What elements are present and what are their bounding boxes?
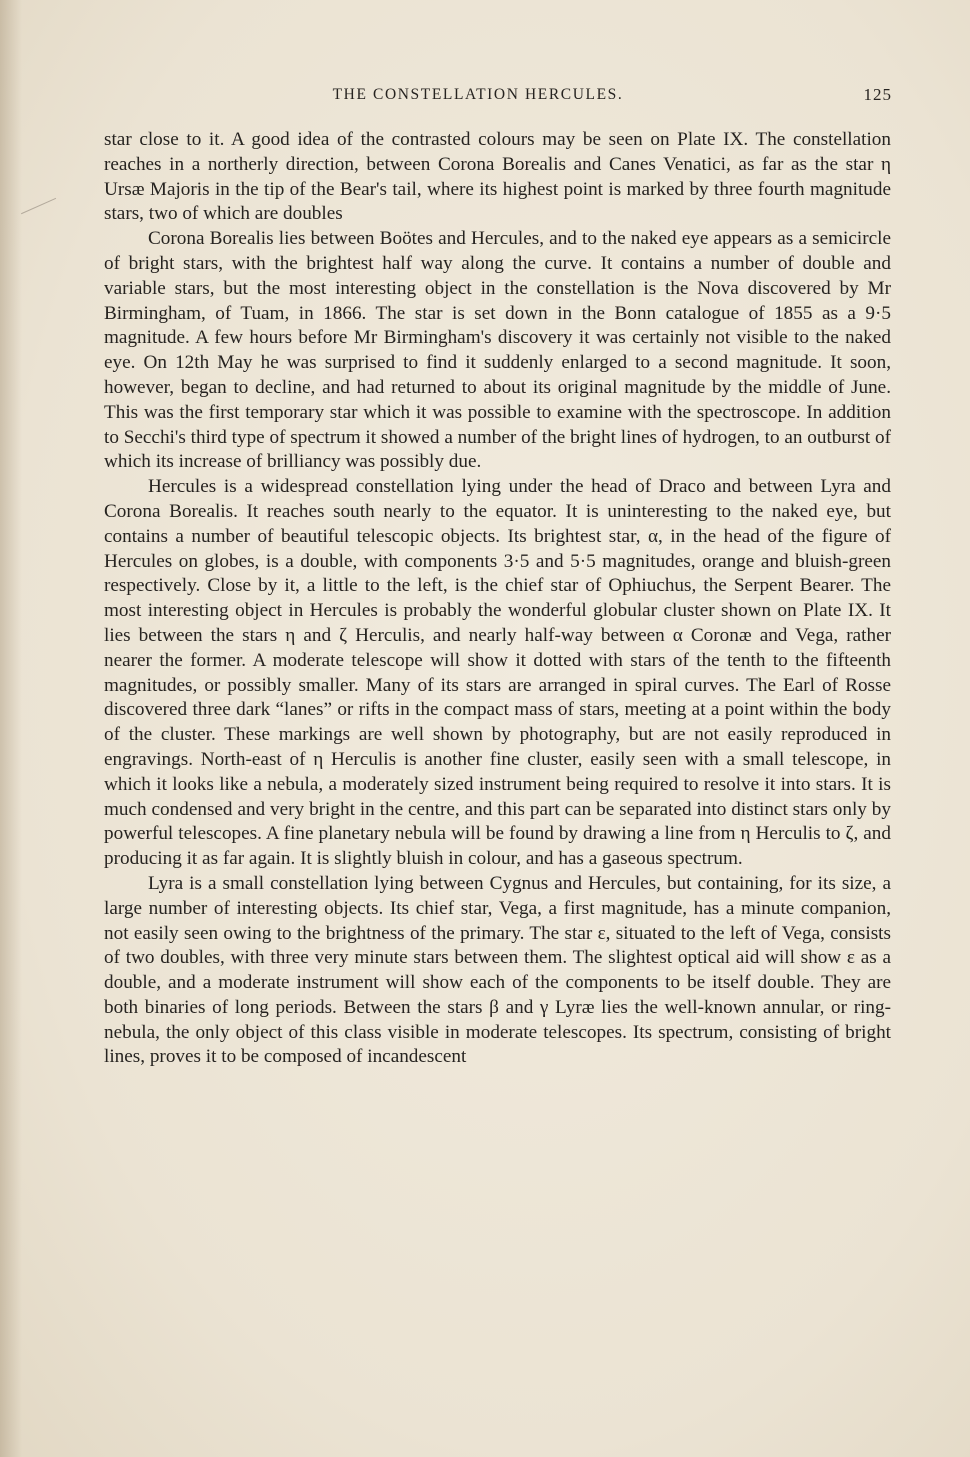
running-head: THE CONSTELLATION HERCULES. bbox=[332, 86, 624, 103]
body-text bbox=[104, 128, 891, 1070]
spine-shadow bbox=[0, 0, 22, 1457]
page-number: 125 bbox=[863, 85, 892, 104]
paragraph-lyra: Lyra is a small constellation lying between Cygnus and Hercules, but containing, for its size, a large number of interesting objects. Its chief star, Vega, a first magnitude, has a minute companion, not easily seen owing to the brightness of the primary. The star ε, situated to the left of Vega, consists of two doubles, with three very minute stars between them. The slightest optical aid will show ε as a double, and a moderate instrument will show each of the components to be itself double. They are both binaries of long periods. Between the stars β and γ Lyræ lies the well-known annular, or ring-nebula, the only object of this class visible in moderate telescopes. Its spectrum, consisting of bright lines, proves it to be composed of incandescent bbox=[104, 872, 891, 1068]
page-header bbox=[104, 86, 892, 110]
paragraph-hercules: Hercules is a widespread constellation lying under the head of Draco and between Lyra and Corona Borealis. It reaches south nearly to the equator. It is uninteresting to the naked eye, but contains a number of beautiful telescopic objects. Its brightest star, α, in the head of the figure of Hercules on globes, is a double, with components 3·5 and 5·5 magnitudes, orange and bluish-green respectively. Close by it, a little to the left, is the chief star of Ophiuchus, the Serpent Bearer. The most interesting object in Hercules is probably the wonderful globular cluster shown on Plate IX. It lies between the stars η and ζ Herculis, and nearly half-way between α Coronæ and Vega, rather nearer the former. A moderate telescope will show it dotted with stars of the tenth to the fifteenth magnitudes, or possibly smaller. Many of its stars are arranged in spiral curves. The Earl of Rosse discovered three dark “lanes” or rifts in the compact mass of stars, meeting at a point within the body of the cluster. These markings are well shown by photography, but are not easily reproduced in engravings. North-east of η Herculis is another fine cluster, easily seen with a small telescope, in which it looks like a nebula, a moderately sized instrument being required to resolve it into stars. It is much condensed and very bright in the centre, and this part can be separated into distinct stars only by powerful telescopes. A fine planetary nebula will be found by drawing a line from η Herculis to ζ, and producing it as far again. It is slightly bluish in colour, and has a gaseous spectrum. bbox=[104, 476, 891, 870]
paragraph-continued: star close to it. A good idea of the contrasted colours may be seen on Plate IX. The constellation reaches in a northerly direction, between Corona Borealis and Canes Venatici, as far as the star η Ursæ Majoris in the tip of the Bear's tail, where its highest point is marked by three fourth magnitude stars, two of which are doubles bbox=[104, 129, 891, 225]
paragraph-corona-borealis: Corona Borealis lies between Boötes and Hercules, and to the naked eye appears as a semicircle of bright stars, with the brightest half way along the curve. It contains a number of double and variable stars, but the most interesting object in the constellation is the Nova discovered by Mr Birmingham, of Tuam, in 1866. The star is set down in the Bonn catalogue of 1855 as a 9·5 magnitude. A few hours before Mr Birmingham's discovery it was certainly not visible to the naked eye. On 12th May he was surprised to find it suddenly enlarged to a second magnitude. It soon, however, began to decline, and had returned to about its original magnitude by the middle of June. This was the first temporary star which it was possible to examine with the spectroscope. In addition to Secchi's third type of spectrum it showed a number of the bright lines of hydrogen, to an outburst of which its increase of brilliancy was possibly due. bbox=[104, 228, 891, 473]
margin-pencil-mark bbox=[21, 198, 61, 225]
